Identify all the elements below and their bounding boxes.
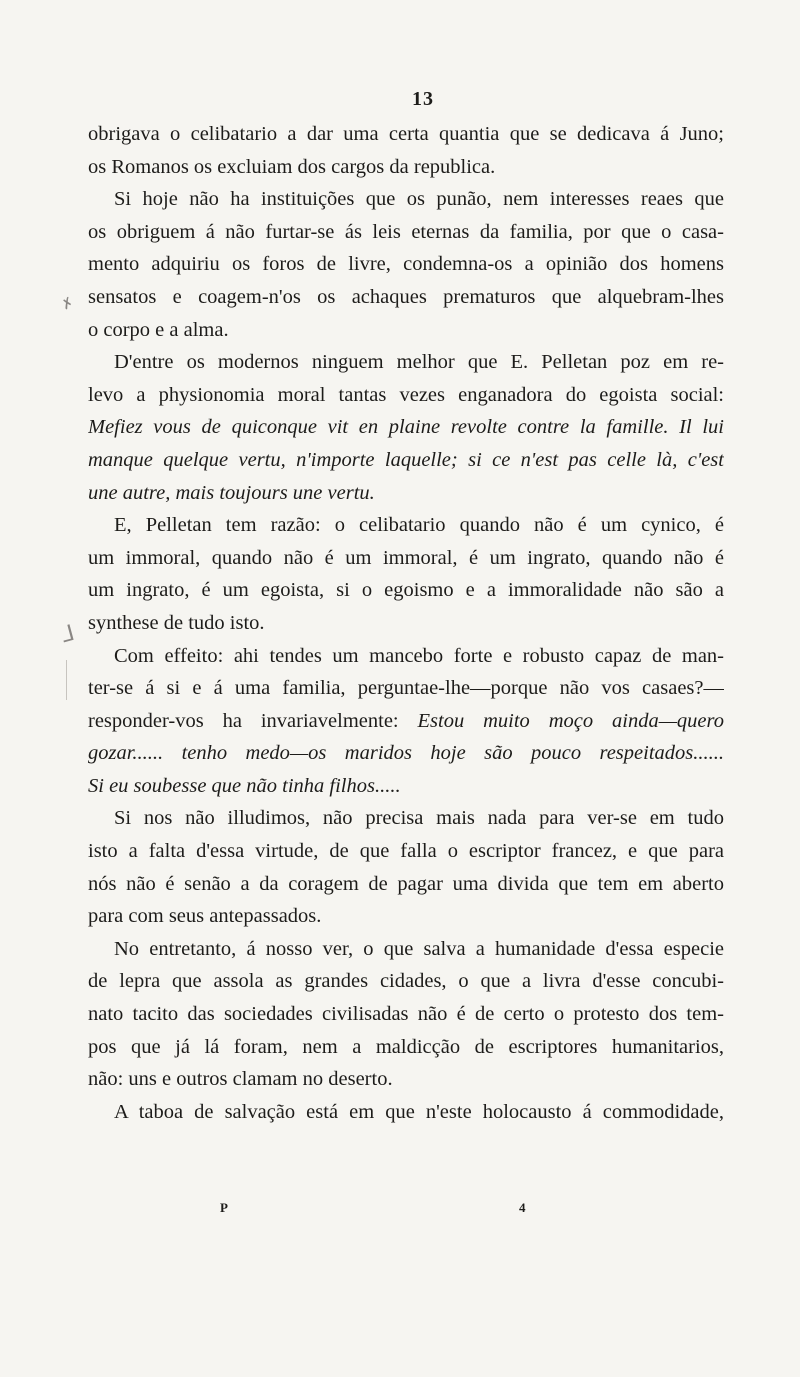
text-line: nato tacito das sociedades civilisadas não é de certo o protesto dos tem-	[88, 1003, 724, 1026]
quote-line: Si eu soubesse que não tinha filhos.....	[88, 774, 401, 797]
signature-number: 4	[519, 1200, 526, 1215]
text-line: isto a falta d'essa virtude, de que falla o escriptor francez, e que para	[88, 840, 724, 863]
text-line: Si nos não illudimos, não precisa mais nada para ver-se em tudo	[114, 807, 724, 830]
text-line: para com seus antepassados.	[88, 905, 322, 928]
text-line: um ingrato, é um egoista, si o egoismo e a immoralidade não são a	[88, 579, 724, 602]
text-line: pos que já lá foram, nem a maldicção de escriptores humanitarios,	[88, 1035, 724, 1058]
body-text	[88, 118, 724, 1128]
margin-pencil-mark: ⅃	[58, 620, 78, 649]
margin-pencil-mark: ✗	[58, 294, 77, 314]
text-line: levo a physionomia moral tantas vezes enganadora do egoista social:	[88, 383, 724, 406]
text-line: nós não é senão a da coragem de pagar uma divida que tem em aberto	[88, 872, 724, 895]
page-number: 13	[412, 88, 434, 110]
text-line: Com effeito: ahi tendes um mancebo forte e robusto capaz de man-	[114, 644, 724, 667]
text-line: sensatos e coagem-n'os os achaques prematuros que alquebram-lhes	[88, 285, 724, 308]
quote-line: Mefiez vous de quiconque vit en plaine revolte contre la famille. Il lui	[88, 416, 724, 439]
quote-span: Estou muito moço ainda—quero	[417, 709, 724, 732]
quote-line: gozar...... tenho medo—os maridos hoje são pouco respeitados......	[88, 742, 724, 765]
text-line: Si hoje não ha instituições que os punão, nem interesses reaes que	[114, 188, 724, 211]
text-line: A taboa de salvação está em que n'este holocausto á commodidade,	[114, 1100, 724, 1123]
text-line: E, Pelletan tem razão: o celibatario quando não é um cynico, é	[114, 514, 724, 537]
text-line: o corpo e a alma.	[88, 318, 229, 341]
text-line: mento adquiriu os foros de livre, condemna-os a opinião dos homens	[88, 253, 724, 276]
text-line: No entretanto, á nosso ver, o que salva a humanidade d'essa especie	[114, 937, 724, 960]
text-line: D'entre os modernos ninguem melhor que E. Pelletan poz em re-	[114, 351, 724, 374]
text-line: ter-se á si e á uma familia, perguntae-lhe—porque não vos casaes?—	[88, 677, 724, 700]
text-line: os Romanos os excluiam dos cargos da republica.	[88, 155, 496, 178]
text-line: não: uns e outros clamam no deserto.	[88, 1068, 393, 1091]
text-line: um immoral, quando não é um immoral, é um ingrato, quando não é	[88, 546, 724, 569]
margin-pencil-stroke	[66, 660, 67, 700]
text-line: obrigava o celibatario a dar uma certa quantia que se dedicava á Juno;	[88, 123, 724, 145]
text-line: de lepra que assola as grandes cidades, o que a livra d'esse concubi-	[88, 970, 724, 993]
quote-line: une autre, mais toujours une vertu.	[88, 481, 375, 504]
text-line: os obriguem á não furtar-se ás leis eternas da familia, por que o casa-	[88, 220, 724, 243]
signature-letter: P	[220, 1200, 228, 1215]
text-span: responder-vos ha invariavelmente:	[88, 709, 418, 732]
quote-line: manque quelque vertu, n'importe laquelle; si ce n'est pas celle là, c'est	[88, 448, 724, 471]
text-line: synthese de tudo isto.	[88, 611, 265, 634]
text-line	[88, 705, 724, 738]
